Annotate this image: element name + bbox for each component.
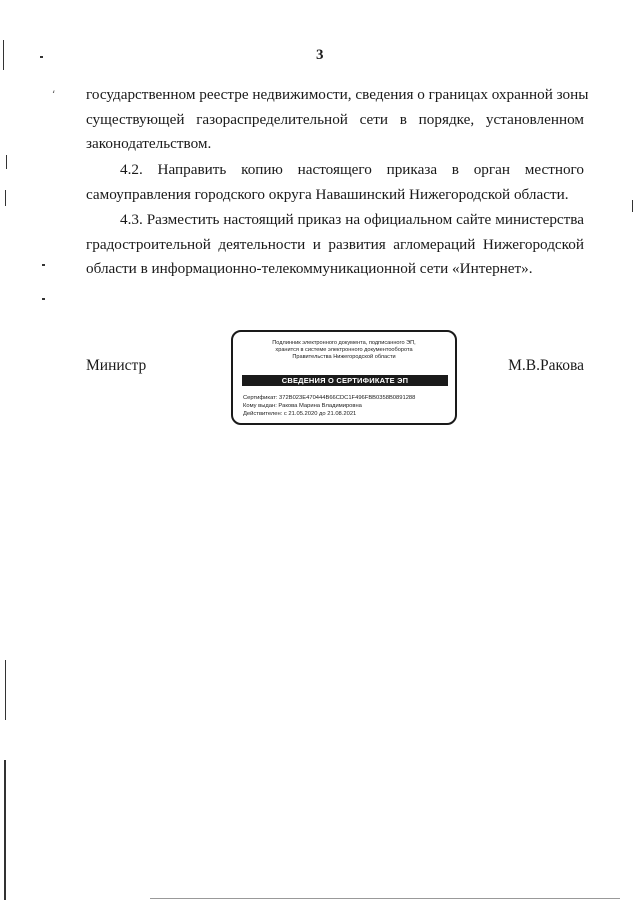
- stamp-certificate: Сертификат: 372B023E470444B66CDC1F496FBB0358B0891288: [243, 395, 416, 401]
- stamp-header: СВЕДЕНИЯ О СЕРТИФИКАТЕ ЭП: [242, 375, 448, 386]
- paragraph-3-line-3: области в информационно-телекоммуникационной сети «Интернет».: [86, 260, 533, 277]
- paragraph-2-line-1: 4.2. Направить копию настоящего приказа в орган местного: [120, 161, 584, 178]
- scan-artifact: ʻ: [52, 88, 56, 101]
- page-number: 3: [316, 47, 324, 63]
- signatory-role: Министр: [86, 357, 147, 374]
- e-signature-stamp: [231, 330, 457, 425]
- scan-artifact: [6, 155, 7, 169]
- stamp-issued-to: Кому выдан: Ракова Марина Владимировна: [243, 403, 362, 409]
- paragraph-3-line-1: 4.3. Разместить настоящий приказ на официальном сайте министерства: [120, 211, 584, 228]
- stamp-notice: [233, 340, 455, 361]
- stamp-notice-line-2: хранится в системе электронного документооборота: [275, 347, 413, 353]
- scan-artifact: [42, 298, 45, 300]
- paragraph-3-line-2: градостроительной деятельности и развития агломераций Нижегородской: [86, 236, 584, 253]
- scan-artifact: [3, 40, 4, 70]
- scan-artifact: [4, 760, 6, 900]
- stamp-valid: Действителен: с 21.05.2020 до 21.08.2021: [243, 411, 357, 417]
- scan-artifact: [5, 190, 6, 206]
- paragraph-1-line-2: существующей газораспределительной сети в порядке, установленном: [86, 111, 584, 128]
- scan-artifact: [40, 56, 43, 58]
- scan-artifact: [5, 660, 6, 720]
- paragraph-1-line-1: государственном реестре недвижимости, сведения о границах охранной зоны: [86, 86, 589, 103]
- scan-artifact: [150, 898, 620, 899]
- paragraph-2-line-2: самоуправления городского округа Навашинский Нижегородской области.: [86, 186, 569, 203]
- scan-artifact: [42, 264, 45, 266]
- scan-artifact: [632, 200, 633, 212]
- stamp-notice-line-3: Правительства Нижегородской области: [292, 354, 396, 360]
- stamp-notice-line-1: Подлинник электронного документа, подписанного ЭП,: [272, 340, 416, 346]
- stamp-details: [243, 394, 415, 418]
- paragraph-1-line-3: законодательством.: [86, 135, 212, 152]
- signatory-name: М.В.Ракова: [508, 357, 584, 374]
